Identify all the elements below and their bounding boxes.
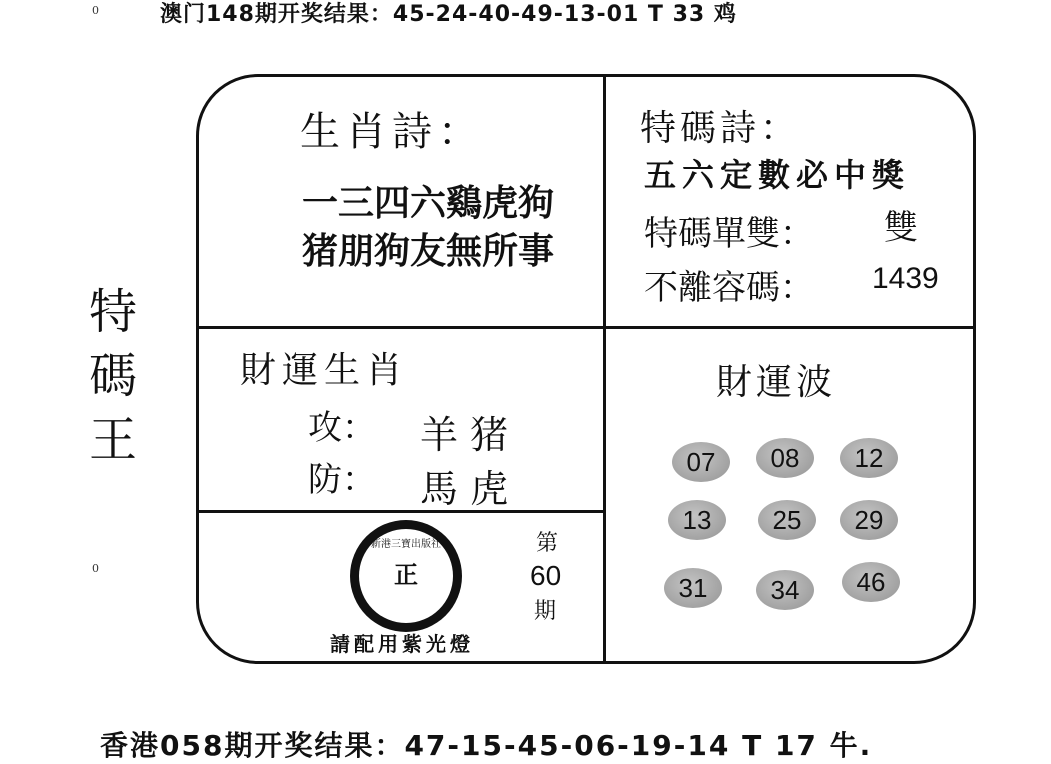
wave-number-ball: 13: [668, 500, 726, 540]
wave-number-ball: 31: [664, 568, 722, 608]
lower-left-divider: [198, 510, 604, 513]
wave-number-ball: 07: [672, 442, 730, 482]
odd-even-label: 特碼單雙：: [644, 214, 814, 254]
issue-prefix: 第: [536, 531, 559, 556]
special-poem-title: 特碼詩：: [640, 108, 801, 149]
wave-number-ball: 25: [758, 500, 816, 540]
odd-even-value: 雙: [884, 208, 918, 248]
wave-number-ball: 08: [756, 438, 814, 478]
margin-mark: 0: [92, 562, 99, 575]
hongkong-result-header: 香港058期开奖结果：47-15-45-06-19-14 T 17 牛.: [100, 729, 873, 762]
side-title-char: 特: [88, 284, 137, 340]
seal-ring-text: 新港三寶出版社: [371, 539, 441, 550]
side-title-char: 碼: [88, 348, 137, 404]
side-title-char: 王: [88, 412, 137, 468]
fixed-code-value: 1439: [872, 262, 939, 295]
wave-number-ball: 12: [840, 438, 898, 478]
macau-result-header: 澳门148期开奖结果：45-24-40-49-13-01 T 33 鸡: [160, 2, 737, 27]
margin-mark: 0: [92, 4, 99, 17]
vertical-divider: [603, 76, 606, 662]
wave-number-ball: 46: [842, 562, 900, 602]
wave-number-ball: 34: [756, 570, 814, 610]
special-poem-line: 五六定數必中獎: [644, 156, 911, 194]
fixed-code-label: 不離容碼：: [644, 268, 814, 308]
zodiac-poem-line: 一三四六鷄虎狗: [302, 182, 555, 224]
side-title: [78, 280, 148, 472]
uv-light-note: 請配用紫光燈: [330, 632, 474, 656]
publisher-seal: [350, 520, 462, 632]
wave-number-ball: 29: [840, 500, 898, 540]
attack-value: 羊 猪: [420, 413, 509, 457]
seal-center-char: 正: [394, 560, 418, 589]
fortune-wave-title: 財運波: [716, 362, 837, 403]
fortune-zodiac-title: 財運生肖: [240, 350, 409, 391]
defend-label: 防：: [308, 460, 376, 500]
attack-label: 攻：: [308, 408, 376, 448]
horizontal-divider: [198, 326, 974, 329]
zodiac-poem-line: 猪朋狗友無所事: [302, 230, 555, 272]
zodiac-poem-title: 生肖詩：: [300, 109, 484, 155]
defend-value: 馬 虎: [420, 467, 509, 511]
issue-suffix: 期: [534, 599, 557, 624]
issue-number: 60: [530, 560, 562, 591]
